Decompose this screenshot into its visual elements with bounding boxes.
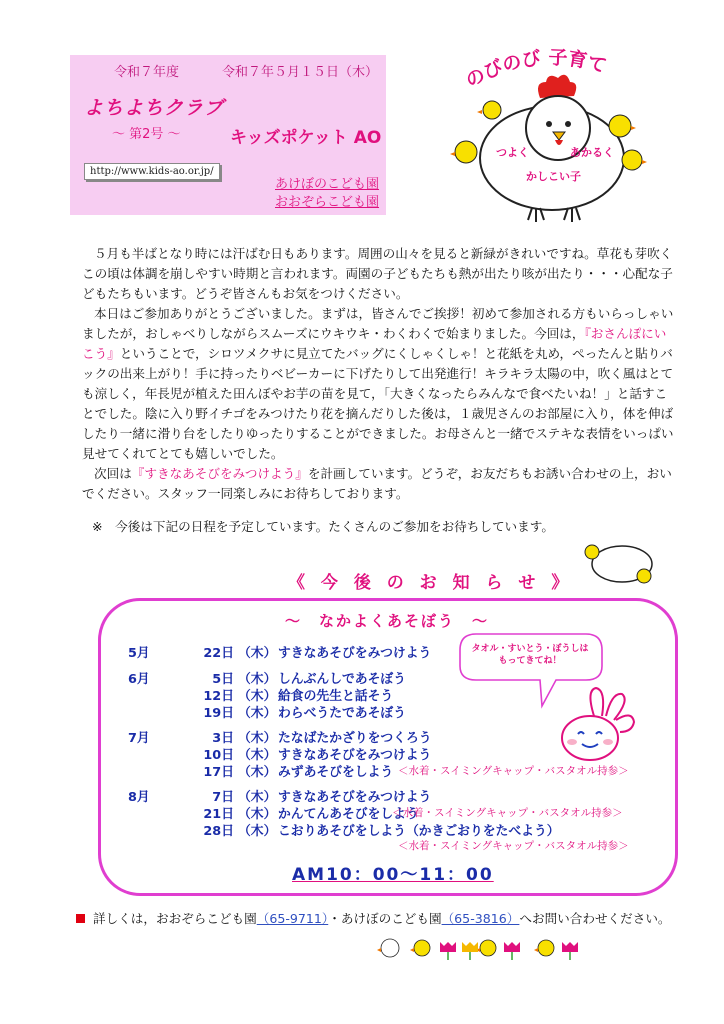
logo-word-bright: あかるく [570,146,614,159]
row-weekday: （木） [238,748,277,763]
issue-date: 令和７年５月１５日（木） [222,65,379,80]
logo-word-smart: かしこい子 [526,170,581,183]
schedule-row [128,702,428,720]
row-weekday: （木） [238,824,277,839]
schedule-row [128,668,428,686]
kindergarten-name-oozora: おおぞらこども園 [275,195,380,210]
issue-number: ～ 第2号 ～ [112,127,181,142]
row-bring-note: ＜水着・スイミングキャップ・バスタオル持参＞ [392,807,623,819]
row-activity: みずあそびをしよう [278,765,394,780]
row-activity: すきなあそびをみつけよう [278,748,432,763]
row-month: 8月 [128,790,150,805]
paragraph-report-part-2: ということで，シロツメクサに見立てたバッグにくしゃくしゃ！と花紙を丸め，ぺったんと貼りバックの出来上がり！手に持ったりベビーカーに下げたりして出発進行！キラキラ太陽の中，吹く風はとても涼しく，年長児が植えた田んぼやお芋の苗を見て，「大きくなったらみんなで食べたいね！」と話すことでした。陰に入り野イチゴをみつけたり花を摘んだりした後は，１歳児さんのお部屋に入り，体を伸ばしたり一緒に滑り台をしたりゆったりすることができました。お母さんと一緒でステキな表情をいっぱい見せてくれてとても嬉しいでした。 [82,346,674,461]
paragraph-next [82,464,678,504]
session-time: AM10：00～11：00 [292,865,494,885]
schedule-row [128,685,428,703]
row-weekday: （木） [238,672,277,687]
row-weekday: （木） [238,765,277,780]
row-month: 7月 [128,731,150,746]
row-day: 3日 [212,731,234,746]
schedule-row [128,820,648,838]
fiscal-year: 令和７年度 [114,65,180,80]
row-activity: しんぶんしであそぼう [278,672,406,687]
chicken-logo [440,40,655,230]
pocket-title: キッズポケット AO [230,128,382,148]
row-activity: すきなあそびをみつけよう [278,646,432,661]
schedule-row [128,727,432,746]
row-day: 21日 [203,807,234,822]
bullet-square-icon [76,914,85,923]
row-weekday: （木） [238,807,277,822]
row-activity: たなばたかざりをつくろう [278,731,432,746]
paragraph-report [82,304,678,464]
contact-text-3: へお問い合わせください。 [519,911,671,926]
svg-text:のびのび 子育て [462,47,609,93]
row-activity: かんてんあそびをしよう [278,807,419,822]
schedule-row [128,744,432,763]
row-day: 10日 [203,748,234,763]
paragraph-next-part-2: を計画しています。どうぞ，お友だちもお誘い合わせの上，おいでください。スタッフ一同楽しみにお待ちしております。 [82,466,672,501]
row-bring-note: ＜水着・スイミングキャップ・バスタオル持参＞ [398,840,629,852]
chicks-tulips-decoration-icon [376,932,588,962]
row-weekday: （木） [238,706,277,721]
row-activity: こおりあそびをしよう（かきごおりをたべよう） [278,824,560,839]
row-weekday: （木） [238,731,277,746]
header-box [70,55,386,215]
bubble-line-2: もってきてね！ [498,656,562,666]
schedule-title: ～ なかよくあそぼう ～ [285,612,490,630]
schedule-row [128,803,648,821]
row-month: 5月 [128,646,150,661]
row-day: 5日 [212,672,234,687]
row-day: 17日 [203,765,234,780]
row-day: 28日 [203,824,234,839]
paragraph-next-part-1: 次回は [94,466,132,481]
row-day: 22日 [203,646,234,661]
row-activity: 給食の先生と話そう [278,689,394,704]
row-weekday: （木） [238,790,277,805]
bubble-text [470,643,590,667]
row-day: 7日 [212,790,234,805]
club-name: よちよちクラブ [84,97,225,119]
schedule-note: ※ 今後は下記の日程を予定しています。たくさんのご参加をお待ちしています。 [92,519,554,534]
schedule-row [128,642,432,661]
schedule-row [128,786,432,805]
logo-title: のびのび 子育て [462,46,609,93]
row-day: 19日 [203,706,234,721]
row-activity: すきなあそびをみつけよう [278,790,432,805]
paragraph-intro: ５月も半ばとなり時には汗ばむ日もあります。周囲の山々を見ると新緑がきれいですね。草花も芽吹くこの頃は体調を崩しやすい時期と言われます。両園の子どもたちも熱が出たり咳が出たり・・・心配な子どもたちもいます。どうぞ皆さんもお気をつけください。 [82,246,673,301]
newsletter-body [82,244,678,504]
kindergarten-name-akebono: あけぼのこども園 [275,177,380,192]
row-month: 6月 [128,672,150,687]
news-heading: 《 今 後 の お 知 ら せ 》 [288,573,574,593]
phone-oozora[interactable]: （65-9711） [256,911,329,926]
contact-text-2: ・あけぼのこども園 [328,911,442,926]
logo-word-strong: つよく [496,146,529,159]
bubble-line-1: タオル・すいとう・ぼうしは [471,644,589,654]
row-day: 12日 [203,689,234,704]
row-bring-note: ＜水着・スイミングキャップ・バスタオル持参＞ [398,765,629,777]
egg-chicks-icon [578,540,658,590]
chicken-illustration-icon [440,40,655,230]
row-activity: わらべうたであそぼう [278,706,406,721]
row-weekday: （木） [238,689,277,704]
website-link[interactable]: http://www.kids-ao.or.jp/ [84,163,220,180]
contact-footer [76,908,671,927]
activity-title-walk: 『おさんぽにいこう』 [82,326,667,361]
contact-text-1: 詳しくは，おおぞらこども園 [93,911,257,926]
schedule-row-note [128,838,648,854]
paragraph-report-part-1: 本日はご参加ありがとうございました。まずは，皆さんでご挨拶！初めて参加される方もいらっしゃいましたが，おしゃべりしながらスムーズにウキウキ・わくわくで始まりました。今回は， [82,306,674,341]
phone-akebono[interactable]: （65-3816） [441,911,520,926]
bunny-character-icon [550,686,640,766]
row-weekday: （木） [238,646,277,661]
activity-title-favorite-play: 『すきなあそびをみつけよう』 [131,466,308,481]
